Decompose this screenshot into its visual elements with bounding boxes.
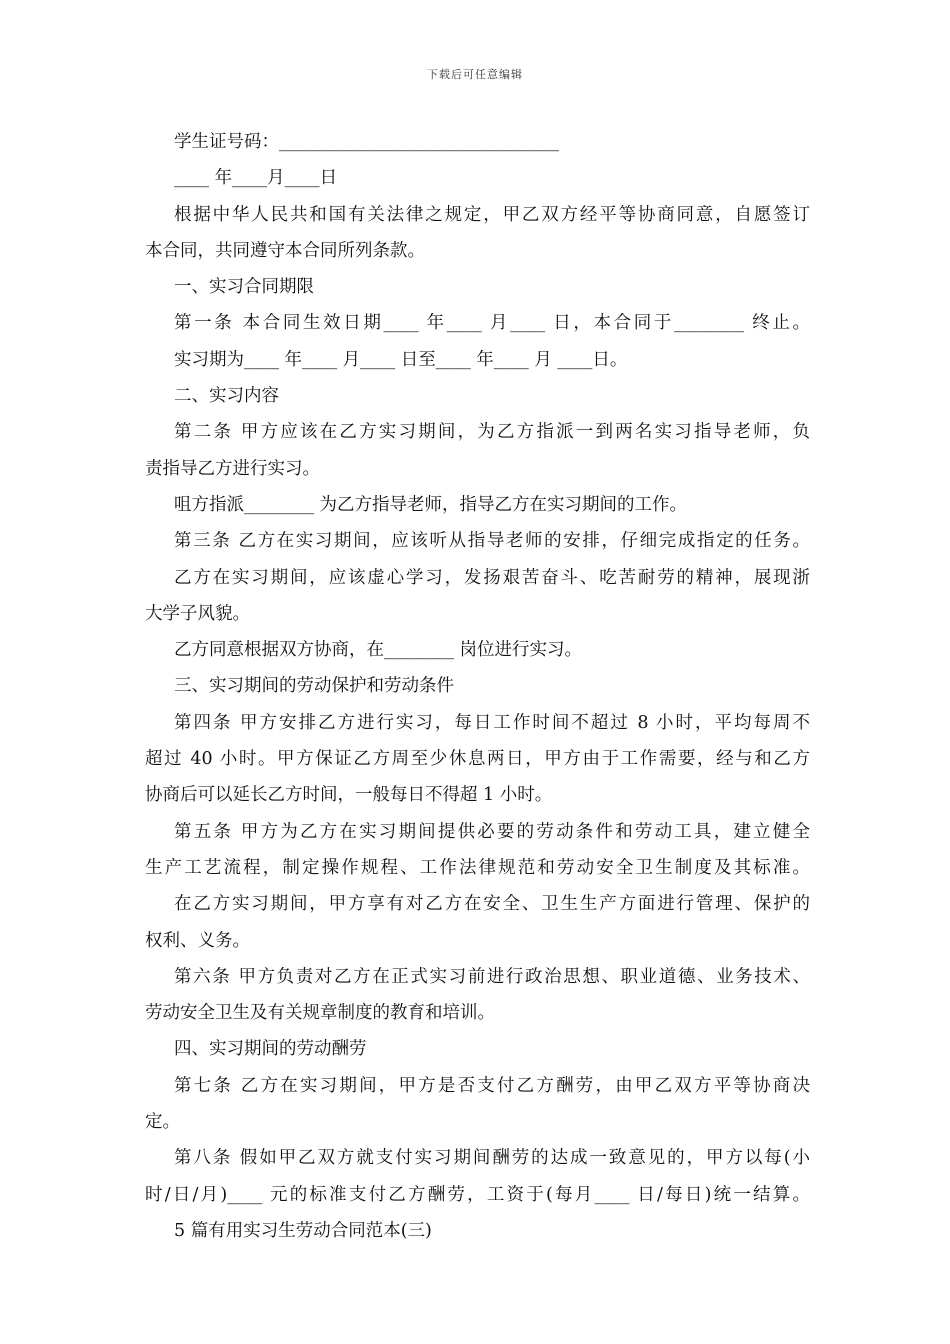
student-id-line: 学生证号码：________________________________ bbox=[174, 132, 559, 152]
paragraph-line: 本合同，共同遵守本合同所列条款。 bbox=[145, 240, 425, 261]
paragraph-line: 协商后可以延长乙方时间，一般每日不得超 1 小时。 bbox=[145, 785, 553, 806]
paragraph-line: 超过 40 小时。甲方保证乙方周至少休息两日，甲方由于工作需要，经与和乙方 bbox=[145, 749, 810, 770]
paragraph-line: 时/日/月)____ 元的标准支付乙方酬劳，工资于(每月____ 日/每日)统一结算。 bbox=[145, 1184, 810, 1205]
paragraph-line: 乙方同意根据双方协商，在________ 岗位进行实习。 bbox=[174, 640, 583, 661]
paragraph-line: 第六条 甲方负责对乙方在正式实习前进行政治思想、职业道德、业务技术、 bbox=[174, 966, 810, 987]
paragraph-line: 第一条 本合同生效日期____ 年____ 月____ 日，本合同于________ 终止。 bbox=[174, 313, 810, 334]
paragraph-line: 定。 bbox=[145, 1112, 180, 1133]
paragraph-line: 责指导乙方进行实习。 bbox=[145, 458, 320, 479]
paragraph-line: 第七条 乙方在实习期间，甲方是否支付乙方酬劳，由甲乙双方平等协商决 bbox=[174, 1075, 810, 1096]
document-body bbox=[145, 124, 810, 1249]
paragraph-line: 大学子风貌。 bbox=[145, 603, 250, 624]
paragraph-line: 第二条 甲方应该在乙方实习期间，为乙方指派一到两名实习指导老师，负 bbox=[174, 422, 810, 443]
section-heading: 一、实习合同期限 bbox=[174, 277, 314, 298]
section-heading: 四、实习期间的劳动酬劳 bbox=[174, 1039, 367, 1060]
section-heading: 三、实习期间的劳动保护和劳动条件 bbox=[174, 676, 454, 697]
page-header-note: 下载后可任意编辑 bbox=[427, 68, 523, 81]
next-document-title: 5 篇有用实习生劳动合同范本(三) bbox=[174, 1220, 432, 1241]
paragraph-line: 第三条 乙方在实习期间，应该听从指导老师的安排，仔细完成指定的任务。 bbox=[174, 531, 810, 552]
paragraph-line: 在乙方实习期间，甲方享有对乙方在安全、卫生生产方面进行管理、保护的 bbox=[174, 894, 810, 915]
paragraph-line: 权利、义务。 bbox=[145, 930, 250, 951]
paragraph-line: 第八条 假如甲乙双方就支付实习期间酬劳的达成一致意见的，甲方以每(小 bbox=[174, 1148, 810, 1169]
paragraph-line: 实习期为____ 年____ 月____ 日至____ 年____ 月 ____日。 bbox=[174, 349, 628, 370]
section-heading: 二、实习内容 bbox=[174, 386, 279, 407]
paragraph-line: 第四条 甲方安排乙方进行实习，每日工作时间不超过 8 小时，平均每周不 bbox=[174, 712, 810, 733]
paragraph-line: 咀方指派________ 为乙方指导老师，指导乙方在实习期间的工作。 bbox=[174, 494, 688, 515]
paragraph-line: 乙方在实习期间，应该虚心学习，发扬艰苦奋斗、吃苦耐劳的精神，展现浙 bbox=[174, 567, 810, 588]
paragraph-line: 根据中华人民共和国有关法律之规定，甲乙双方经平等协商同意，自愿签订 bbox=[174, 204, 810, 225]
date-line: ____ 年____月____日 bbox=[174, 168, 338, 189]
paragraph-line: 劳动安全卫生及有关规章制度的教育和培训。 bbox=[145, 1003, 495, 1024]
paragraph-line: 第五条 甲方为乙方在实习期间提供必要的劳动条件和劳动工具，建立健全 bbox=[174, 821, 810, 842]
paragraph-line: 生产工艺流程，制定操作规程、工作法律规范和劳动安全卫生制度及其标准。 bbox=[145, 857, 810, 878]
